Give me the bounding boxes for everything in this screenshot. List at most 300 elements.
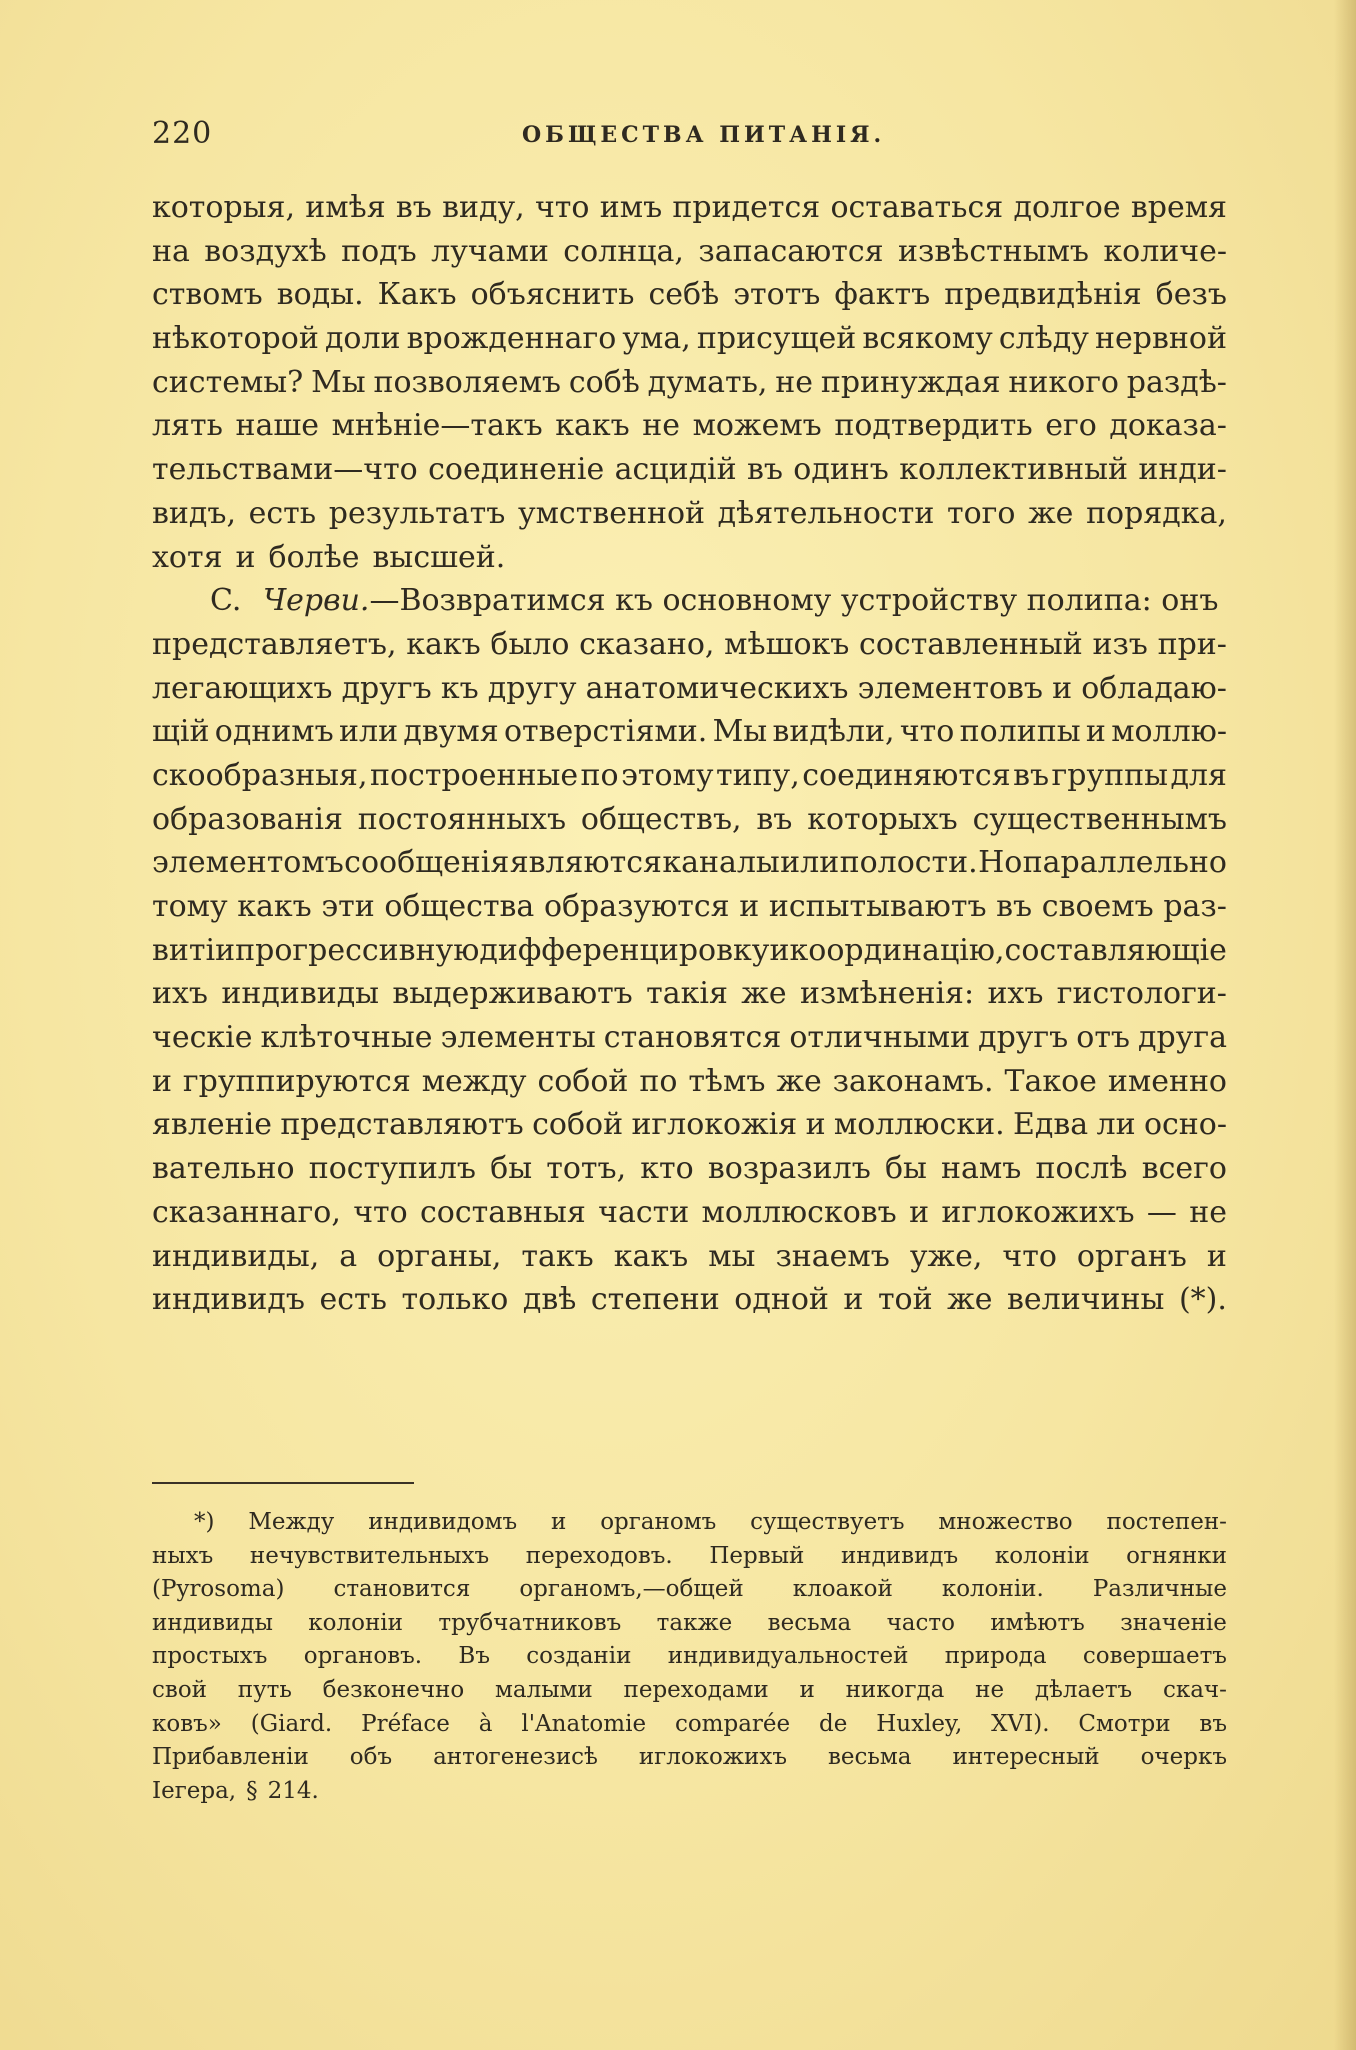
word: колоніи.: [941, 1576, 1044, 1603]
word: огнянки: [1126, 1542, 1227, 1569]
word: придется: [672, 190, 821, 225]
word: есть: [319, 1282, 387, 1318]
word: Préface: [361, 1710, 450, 1737]
word: а: [339, 1238, 358, 1274]
word: асцидій: [614, 452, 737, 488]
word: и: [799, 1676, 815, 1703]
word: такъ: [521, 1238, 594, 1274]
word: моллю-: [1111, 714, 1227, 750]
word: —: [1146, 1194, 1177, 1230]
word: въ: [746, 452, 783, 488]
footnote-line: [152, 1573, 1227, 1607]
footnote-line: [152, 1540, 1227, 1574]
word: объ: [349, 1744, 393, 1771]
word: было: [490, 626, 570, 662]
text-line: [152, 754, 1227, 798]
word: нечувствительныхъ: [249, 1542, 490, 1569]
word: видѣли,: [772, 714, 895, 750]
word: Между: [248, 1509, 335, 1535]
word: системы?: [152, 364, 304, 400]
word: типу,: [715, 757, 800, 793]
text-line: [152, 273, 1227, 317]
word: индивиды: [221, 976, 380, 1012]
word: (Pyrosoma): [152, 1576, 285, 1603]
word: собѣ: [568, 364, 640, 400]
word: и: [152, 1063, 172, 1099]
word: витіи: [152, 932, 236, 968]
text-line: [152, 798, 1227, 842]
word: время: [1130, 190, 1227, 225]
word: и: [235, 539, 256, 575]
word: значеніе: [1120, 1609, 1227, 1636]
word: или: [339, 714, 399, 750]
word: и: [551, 1509, 567, 1535]
word: въ: [756, 801, 793, 837]
word: кто: [640, 1151, 694, 1187]
word: въ: [1013, 757, 1050, 793]
word: à: [478, 1710, 493, 1737]
word: болѣе: [268, 539, 360, 575]
word: скообразныя,: [152, 757, 368, 793]
word: вательно: [152, 1151, 295, 1187]
word: другу: [487, 670, 577, 706]
word: коллективный: [899, 452, 1129, 488]
word: бы: [884, 1151, 927, 1187]
section-title: Черви.: [262, 583, 370, 619]
word: полипы: [959, 714, 1081, 750]
word: въ: [996, 889, 1033, 924]
word: существеннымъ: [972, 801, 1227, 837]
text-line: [152, 1060, 1227, 1104]
footnote-line: [152, 1640, 1227, 1674]
word: Первый: [709, 1542, 805, 1569]
word: Прибавленіи: [152, 1744, 309, 1771]
word: не: [775, 364, 814, 400]
word: извѣстнымъ: [897, 233, 1090, 269]
word: имѣя: [305, 190, 386, 225]
word: части: [598, 1194, 690, 1230]
word: измѣненія:: [799, 976, 975, 1012]
word: ли: [1096, 1107, 1136, 1143]
word: хотя: [152, 539, 223, 575]
word: и: [843, 1282, 864, 1318]
page-header: [152, 116, 1232, 160]
word: тотъ,: [546, 1151, 627, 1187]
word: Въ: [458, 1643, 490, 1670]
word: дѣятельности: [717, 495, 935, 531]
word: Такое: [1004, 1063, 1097, 1099]
word: Какъ: [377, 277, 457, 313]
word: изъ: [1092, 626, 1148, 662]
word: индивидуальностей: [667, 1643, 909, 1670]
word: щій: [152, 714, 210, 750]
footnote-line: [152, 1708, 1227, 1742]
word: въ: [395, 190, 432, 225]
word: никогда: [845, 1676, 945, 1703]
word: природа: [944, 1643, 1047, 1670]
word: постепен-: [1106, 1509, 1227, 1535]
word: предвидѣнія: [944, 277, 1142, 313]
word: солнца,: [563, 233, 684, 269]
word: ума,: [622, 321, 691, 357]
word: переходами: [623, 1676, 769, 1703]
word: Едва: [1013, 1107, 1089, 1143]
word: путь: [237, 1676, 292, 1703]
word: принуждая: [820, 364, 1001, 400]
word: наше: [235, 408, 320, 444]
word: совершаетъ: [1082, 1643, 1227, 1670]
word: осно-: [1143, 1107, 1227, 1143]
text-line: [152, 667, 1227, 711]
word: или: [780, 845, 840, 881]
word: и: [805, 1107, 826, 1143]
word: ческіе: [152, 1020, 253, 1056]
word: порядка,: [1086, 495, 1227, 531]
word: клѣточные: [260, 1020, 433, 1056]
word: весьма: [827, 1744, 912, 1771]
word: ихъ: [152, 976, 209, 1012]
word: органъ: [1076, 1238, 1187, 1274]
word: моллюсковъ: [701, 1194, 897, 1230]
text-line: [152, 1103, 1227, 1147]
word: тѣмъ: [688, 1063, 766, 1099]
word: скач-: [1162, 1676, 1227, 1703]
word: какъ: [613, 1238, 689, 1274]
word: позволяемъ: [373, 364, 562, 400]
word: сообщенія: [344, 845, 510, 881]
word: постоянныхъ: [357, 801, 567, 837]
word: долгое: [1013, 190, 1121, 225]
section-heading-line: [152, 579, 1227, 623]
word: составленный: [859, 626, 1083, 662]
text-line: [152, 710, 1227, 754]
word: никого: [1008, 364, 1119, 400]
word: не: [975, 1676, 1005, 1703]
word: мнѣніе—такъ: [331, 408, 543, 444]
text-line: [152, 317, 1227, 361]
word: воздухѣ: [204, 233, 327, 269]
word: полости.: [839, 845, 978, 881]
word: Смотри: [1078, 1710, 1171, 1737]
word: группы: [1051, 757, 1168, 793]
text-line: [152, 404, 1227, 448]
word: существуетъ: [750, 1509, 905, 1535]
word: той: [877, 1282, 933, 1318]
word: органомъ,—общей: [519, 1576, 744, 1603]
word: знаемъ: [775, 1238, 890, 1274]
word: намъ: [941, 1151, 1022, 1187]
word: comparée: [674, 1710, 791, 1737]
word: соединяются: [802, 757, 1011, 793]
word: тельствами—что: [152, 452, 418, 488]
word: всего: [1141, 1151, 1227, 1187]
word: одинъ: [793, 452, 889, 488]
word: явленіе: [152, 1107, 272, 1143]
word: становится: [333, 1576, 471, 1603]
word: всякому: [862, 321, 993, 357]
word: испытываютъ: [768, 889, 987, 924]
word: между: [421, 1063, 527, 1099]
word: каналы: [662, 845, 780, 881]
word: воды.: [276, 277, 364, 313]
word: высшей.: [372, 539, 506, 575]
word: объяснить: [470, 277, 635, 313]
word: элементовъ: [857, 670, 1043, 706]
word: которыя,: [152, 190, 296, 225]
word: слѣду: [998, 321, 1089, 357]
word: инди-: [1138, 452, 1227, 488]
word: другъ: [341, 670, 432, 706]
word: такія: [646, 976, 728, 1012]
word: собой: [532, 1107, 624, 1143]
text-line: [152, 1278, 1227, 1322]
word: нервной: [1095, 321, 1227, 357]
word: степени: [590, 1282, 720, 1318]
text-line: [152, 623, 1227, 667]
word: лучами: [431, 233, 549, 269]
word: раздѣ-: [1126, 364, 1227, 400]
word: поступилъ: [308, 1151, 476, 1187]
word: соединеніе: [428, 452, 605, 488]
word: *): [194, 1509, 215, 1535]
word: индивиды,: [152, 1238, 320, 1274]
word: и: [1206, 1238, 1227, 1274]
word: этотъ: [733, 277, 821, 313]
word: l'Anatomie: [521, 1710, 647, 1737]
word: гистологи-: [1056, 976, 1227, 1012]
word: эти: [321, 889, 375, 924]
word: и: [1052, 670, 1073, 706]
text-line: [152, 885, 1227, 929]
word: параллельно: [1022, 845, 1227, 881]
word: же: [947, 1282, 993, 1318]
word: и: [1085, 714, 1106, 750]
word: иглокожихъ: [941, 1194, 1135, 1230]
word: другъ: [978, 1020, 1069, 1056]
word: умственной: [517, 495, 706, 531]
word: сказаннаго,: [152, 1194, 341, 1230]
word: тому: [152, 889, 228, 924]
word: трубчатниковъ: [438, 1609, 622, 1636]
word: индивиды: [152, 1609, 273, 1636]
word: что: [534, 190, 590, 225]
page-edge-shadow: [1334, 0, 1356, 2050]
word: же: [776, 1063, 822, 1099]
footnote-line: [152, 1607, 1227, 1641]
section-letter: C.: [210, 583, 242, 619]
word: Huxley,: [876, 1710, 963, 1737]
word: клоакой: [792, 1576, 893, 1603]
word: отверстіями.: [503, 714, 708, 750]
word: свой: [152, 1676, 208, 1703]
word: только: [401, 1282, 509, 1318]
word: образованія: [152, 801, 343, 837]
word: есть: [248, 495, 317, 531]
word: результатъ: [328, 495, 506, 531]
word: видъ,: [152, 495, 236, 531]
word: двумя: [403, 714, 499, 750]
footnote-line: [152, 1775, 1227, 1809]
text-line: [152, 361, 1227, 405]
word: мѣшокъ: [724, 626, 850, 662]
word: къ: [440, 670, 479, 706]
word: лять: [152, 408, 223, 444]
word: однимъ: [214, 714, 334, 750]
word: уже,: [909, 1238, 983, 1274]
word: подъ: [341, 233, 417, 269]
word: какъ: [555, 408, 630, 444]
word: колоніи: [308, 1609, 403, 1636]
word: составляющіе: [1004, 932, 1227, 968]
word: становятся: [603, 1020, 782, 1056]
word: можемъ: [692, 408, 822, 444]
word: не: [642, 408, 681, 444]
word: что: [353, 1194, 408, 1230]
word: антогенезисѣ: [433, 1744, 598, 1771]
word: мы: [708, 1238, 756, 1274]
word: (Giard.: [250, 1710, 333, 1737]
text-line: [152, 448, 1227, 492]
word: не: [1189, 1194, 1227, 1230]
word: являются: [509, 845, 662, 881]
footnote-line: [152, 1674, 1227, 1708]
body-text: [152, 186, 1227, 1322]
word: 214.: [267, 1777, 319, 1804]
text-line: [152, 1147, 1227, 1191]
word: и: [739, 889, 760, 924]
word: интересный: [952, 1744, 1100, 1771]
word: Но: [978, 845, 1023, 881]
word: иглокожія: [631, 1107, 798, 1143]
word: собой: [537, 1063, 629, 1099]
word: его: [1045, 408, 1097, 444]
word: и: [769, 932, 790, 968]
word: запасаются: [698, 233, 884, 269]
word: элементомъ: [152, 845, 344, 881]
word: de: [819, 1710, 848, 1737]
word: созданіи: [526, 1643, 632, 1670]
text-line: [152, 230, 1227, 274]
word: думать,: [647, 364, 768, 400]
word: иглокожихъ: [638, 1744, 787, 1771]
word: въ: [1199, 1710, 1227, 1737]
word: индивидъ: [152, 1282, 305, 1318]
text-line: [152, 536, 1227, 580]
word: представляетъ,: [152, 626, 397, 662]
word: координацію,: [789, 932, 1005, 968]
word: фактъ: [834, 277, 931, 313]
word: врожденнаго: [406, 321, 617, 357]
word: Мы: [311, 364, 366, 400]
word: составныя: [419, 1194, 586, 1230]
word: XVI).: [991, 1710, 1050, 1737]
word: отъ: [1076, 1020, 1131, 1056]
word: весьма: [767, 1609, 852, 1636]
word: моллюски.: [833, 1107, 1005, 1143]
word: одной: [734, 1282, 829, 1318]
word: виду,: [442, 190, 525, 225]
word: друга: [1138, 1020, 1227, 1056]
word: подтвердить: [834, 408, 1033, 444]
text-line: [152, 1235, 1227, 1279]
word: количе-: [1103, 233, 1227, 269]
word: (*).: [1178, 1282, 1227, 1318]
word: по: [639, 1063, 678, 1099]
word: какъ: [237, 889, 312, 924]
text-line: [152, 841, 1227, 885]
word: колоніи: [994, 1542, 1090, 1569]
word: оставаться: [830, 190, 1004, 225]
word: при-: [1157, 626, 1227, 662]
word: величины: [1007, 1282, 1165, 1318]
word: органы,: [377, 1238, 502, 1274]
word: имъ: [599, 190, 663, 225]
word: Мы: [712, 714, 768, 750]
word: именно: [1107, 1063, 1227, 1099]
word: какъ: [406, 626, 481, 662]
text-line: [152, 186, 1227, 230]
word: доли: [324, 321, 401, 357]
word: выдерживаютъ: [392, 976, 633, 1012]
word: дѣлаетъ: [1034, 1676, 1133, 1703]
word: своемъ: [1041, 889, 1154, 924]
text-line: [152, 1016, 1227, 1060]
word: же: [741, 976, 787, 1012]
word: простыхъ: [152, 1643, 268, 1670]
footnote-line: [152, 1741, 1227, 1775]
running-head: ОБЩЕСТВА ПИТАНІЯ.: [522, 122, 886, 148]
word: бы: [490, 1151, 533, 1187]
word: того: [946, 495, 1016, 531]
word: послѣ: [1035, 1151, 1128, 1187]
word: безъ: [1155, 277, 1227, 313]
word: ковъ»: [152, 1710, 222, 1737]
word: группируются: [182, 1063, 411, 1099]
word: обладаю-: [1081, 670, 1227, 706]
word: безконечно: [322, 1676, 465, 1703]
word: что: [1002, 1238, 1057, 1274]
text-line: [152, 929, 1227, 973]
section-first-line: —Возвратимся къ основному устройству полипа: онъ: [369, 583, 1219, 619]
word: очеркъ: [1140, 1744, 1227, 1771]
text-line: [152, 492, 1227, 536]
word: Различные: [1092, 1576, 1227, 1603]
text-line: [152, 1191, 1227, 1235]
word: что: [899, 714, 955, 750]
footnote-rule: [152, 1482, 414, 1484]
word: присущей: [696, 321, 857, 357]
word: органовъ.: [303, 1643, 423, 1670]
word: малыми: [494, 1676, 593, 1703]
word: представляютъ: [280, 1107, 524, 1143]
word: и: [909, 1194, 930, 1230]
word: же: [1028, 495, 1074, 531]
word: индивидъ: [840, 1542, 959, 1569]
word: обществъ,: [580, 801, 742, 837]
word: образуются: [543, 889, 730, 924]
word: множество: [938, 1509, 1073, 1535]
word: сказано,: [579, 626, 715, 662]
word: этому: [621, 757, 714, 793]
word: ихъ: [987, 976, 1044, 1012]
word: имѣютъ: [990, 1609, 1085, 1636]
word: на: [152, 233, 190, 269]
word: переходовъ.: [525, 1542, 673, 1569]
word: ныхъ: [152, 1542, 214, 1569]
word: отличными: [789, 1020, 971, 1056]
word: законамъ.: [832, 1063, 994, 1099]
word: общества: [384, 889, 535, 924]
